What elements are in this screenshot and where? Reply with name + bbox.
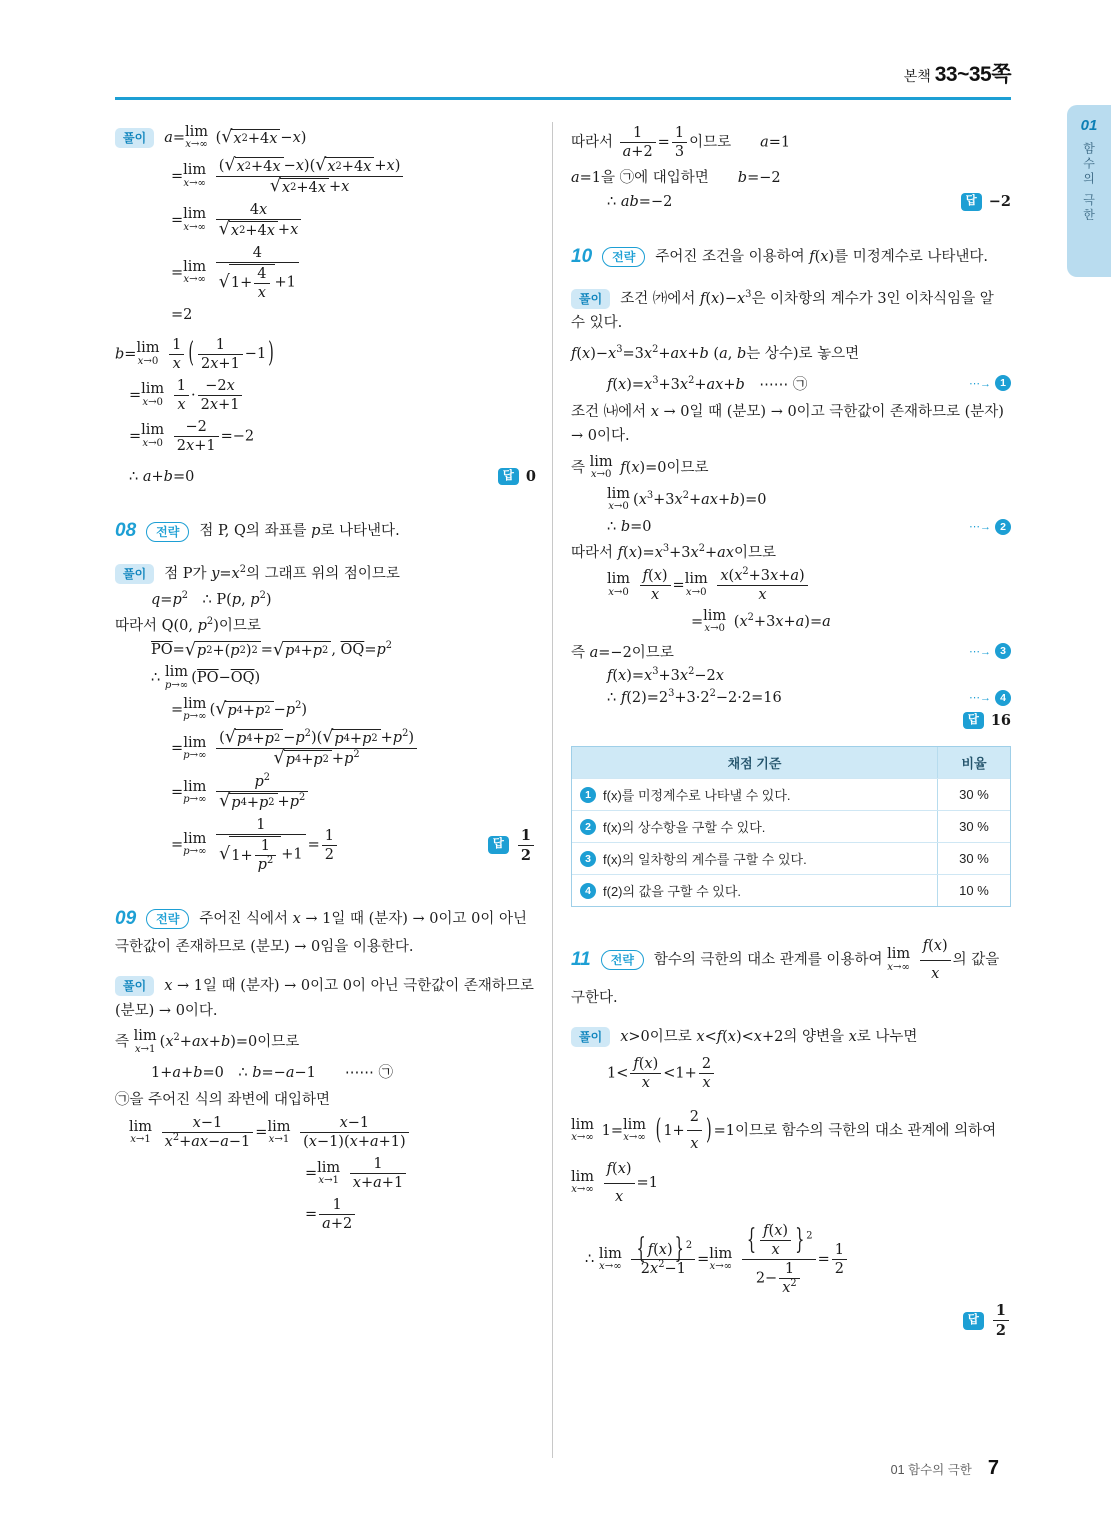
problem-number: 11: [571, 949, 591, 971]
content-line: [115, 334, 536, 375]
strategy-badge: 전략: [146, 909, 189, 929]
problem-number: 08: [115, 520, 137, 542]
line-content: = lim x→0 $\frac{-2}{2x+1}$ =−2: [129, 418, 255, 454]
content-line: [115, 1026, 536, 1058]
answer-badge: 답: [488, 836, 509, 854]
line-content: ∴ b=0: [607, 518, 652, 535]
right-column: [553, 122, 1011, 1458]
chapter-label: 함수의 극한: [1081, 142, 1096, 224]
step-marker: 4: [995, 690, 1011, 706]
line-content: 즉 a=−2이므로: [571, 644, 674, 661]
step-marker: 1: [995, 375, 1011, 391]
line-content: b= lim x→0 $\frac{1}{x}$ ( 1 2x+1 −1 ): [115, 336, 274, 372]
criteria-text: f(x)의 일차항의 계수를 구할 수 있다.: [603, 852, 807, 868]
line-content: $\overline{PO}=$ √ p 2 +( p 2 ) 2 = √ p 4 + p 2 , $\overline{OQ}=p^2$: [151, 639, 393, 660]
content-line: [571, 1102, 1011, 1213]
content-line: [571, 1053, 1011, 1094]
content-line: [115, 1153, 536, 1194]
book-page-reference: [904, 58, 1011, 88]
content-line: [115, 694, 536, 726]
content-line: [571, 516, 1011, 538]
page-footer: [891, 1457, 999, 1480]
content-line: [571, 1220, 1011, 1299]
content-line: [115, 199, 536, 242]
line-content: ∴ ab=−2: [607, 193, 673, 210]
content-line: [571, 665, 1011, 687]
grading-table-row: [572, 842, 1010, 874]
content-line: [115, 771, 536, 814]
answer-badge: 답: [498, 468, 519, 486]
content-line: [115, 611, 536, 638]
strategy-badge: 전략: [602, 247, 645, 267]
content-line: [115, 154, 536, 199]
step-marker: 4: [580, 883, 596, 899]
content-line: [115, 814, 536, 876]
grading-table-row: [572, 778, 1010, 810]
line-content: = lim p→∞ ( √ p 4 + p 2 $-p^2$)( √ p 4 + p 2 $+p^2$) √ p 4 + p 2 $+p^2$: [171, 729, 419, 768]
content-line: [115, 1085, 536, 1112]
content-line: [571, 370, 1011, 397]
header-rule: [115, 97, 1011, 100]
grading-table-row: [572, 874, 1010, 906]
line-content: = lim p→∞ $p^2$ √ p 4 + p 2 $+p^2$: [171, 774, 310, 811]
answer-value: $\frac{1}{2}$: [516, 827, 536, 864]
line-content: = $\frac{1}{a+2}$: [305, 1197, 357, 1232]
content-line: [115, 375, 536, 416]
grading-criteria-header: 채점 기준: [727, 756, 782, 772]
content-line: [115, 589, 536, 611]
line-content: 조건 ㈏에서 x → 0일 때 (분모) → 0이고 극한값이 존재하므로 (분자) → 0이다.: [571, 403, 1009, 445]
solution-start-line: [571, 1022, 1011, 1053]
line-content: a=1을 ㉠에 대입하면 b=−2: [571, 170, 781, 186]
strategy-badge: 전략: [601, 950, 644, 970]
book-ref-prefix: 본책: [903, 68, 935, 84]
line-content: = lim p→∞ 1 √ 1+ 1 $p^2$ +1 = $\frac{1}{2}$: [171, 817, 339, 873]
line-content: 따라서 $\frac{1}{a+2}$ = $\frac{1}{3}$ 이므로 a=1: [571, 125, 791, 160]
line-content: 주어진 조건을 이용하여 f(x)를 미정계수로 나타낸다.: [655, 248, 989, 265]
line-content: 즉 lim x→1 $(x^2+ax+b)=0$이므로: [115, 1028, 300, 1055]
solution-start-line: [115, 971, 539, 1026]
problem-header: [571, 238, 1011, 276]
problem-number: 09: [115, 908, 137, 930]
solution-badge: 풀이: [115, 976, 154, 996]
line-content: 즉 lim x→0 f(x)=0이므로: [571, 454, 709, 481]
content-line: [571, 484, 1011, 516]
chapter-number: 01: [1080, 117, 1098, 134]
step-marker: 2: [995, 519, 1011, 535]
line-content: 조건 ㈎에서 $f(x)-x^3$은 이차항의 계수가 3인 이차식임을 알 수 있다.: [571, 288, 999, 332]
content-line: [115, 726, 536, 771]
line-content: = lim x→∞ 4 √ 1+ 4 x +1: [171, 245, 301, 301]
criteria-text: f(x)의 상수항을 구할 수 있다.: [603, 820, 766, 836]
step-marker: 2: [580, 819, 596, 835]
content-line: [115, 465, 536, 489]
line-content: ∴ $f(2)=2^3+3\cdot 2^2-2\cdot 2=16$: [607, 687, 782, 706]
content-line: [571, 606, 1011, 638]
line-content: ㉠을 주어진 식의 좌변에 대입하면: [115, 1092, 331, 1109]
content-line: [571, 452, 1011, 484]
solution-start-line: [115, 122, 536, 154]
content-line: [115, 1194, 536, 1235]
line-content: ∴ lim x→∞ { f ( x ) } $^2$ $2x^2-1$ = lim x→∞ { f(x) x } $^2$ 2− $\frac{1}{x^2}$ = $\frac{1}{2}$: [585, 1223, 849, 1296]
solution-badge: 풀이: [571, 289, 610, 309]
ratio-value: 30 %: [937, 779, 1010, 810]
line-content: lim x→∞ 1= lim x→∞ ( 1+ 2 x ) =1이므로 함수의 극한의 대소 관계에 의하여 lim x→∞ $\frac{f(x)}{x}$ =1: [571, 1123, 1011, 1191]
answer-value: 16: [990, 711, 1011, 729]
line-content: = lim x→∞ 4x √ x 2 +4 x +x: [171, 202, 303, 239]
line-content: 점 P가 $y=x^2$의 그래프 위의 점이므로: [164, 563, 400, 582]
problem-header: [115, 512, 536, 550]
line-content: 따라서 $f(x)=x^3+3x^2+ax$이므로: [571, 542, 776, 561]
content-line: [571, 122, 1011, 163]
solution-start-line: [571, 284, 1011, 339]
line-content: 따라서 Q(0, $p^2$)이므로: [115, 616, 261, 635]
footer-chapter: 01 함수의 극한: [890, 1463, 972, 1477]
step-arrow-icon: ⋯→: [969, 645, 991, 658]
chapter-side-tab: [1067, 105, 1111, 277]
ratio-value: 30 %: [937, 811, 1010, 842]
content-line: [571, 687, 1011, 709]
content-line: [115, 242, 536, 304]
content-line: [571, 638, 1011, 665]
answer-badge: 답: [963, 1312, 984, 1330]
problem-header: [571, 931, 1011, 1014]
line-content: 1+a+b=0 ∴ b=−a−1 ⋯⋯ ㉠: [151, 1065, 393, 1082]
answer-value: $\frac{1}{2}$: [991, 1302, 1011, 1339]
content-line: [571, 339, 1011, 370]
line-content: x → 1일 때 (분자) → 0이고 0이 아닌 극한값이 존재하므로 (분모) → 0이다.: [115, 978, 539, 1019]
grading-ratio-header: 비율: [937, 747, 1010, 778]
content-line: [115, 304, 536, 326]
line-content: a= lim x→∞ ( √ x 2 +4 x −x): [164, 124, 307, 151]
line-content: ∴ a+b=0: [129, 468, 195, 485]
solution-badge: 풀이: [571, 1027, 610, 1047]
line-content: =2: [171, 306, 193, 323]
line-content: $f(x)=x^3+3x^2-2x$: [607, 665, 724, 684]
solution-badge: 풀이: [115, 564, 154, 584]
ratio-value: 10 %: [937, 875, 1010, 906]
line-content: ∴ lim p→∞ $(\overline{PO}-\overline{OQ})$: [151, 664, 261, 691]
answer-value: −2: [988, 193, 1011, 211]
content-line: [571, 538, 1011, 565]
step-arrow-icon: ⋯→: [969, 377, 991, 390]
footer-page-number: 7: [987, 1457, 999, 1479]
content-line: [571, 397, 1011, 452]
line-content: = lim x→0 $\frac{1}{x}$ · $\frac{-2x}{2x+1}$: [129, 378, 244, 413]
grading-table: [571, 746, 1011, 907]
line-content: = lim x→0 $(x^2+3x+a)=a$: [691, 607, 831, 634]
content-line: [571, 190, 1011, 214]
answer-value: 0: [525, 468, 536, 486]
line-content: lim x→0 $\frac{f(x)}{x}$ = lim x→0 $\frac{x(x^2+3x+a)}{x}$: [607, 568, 810, 603]
line-content: x>0이므로 x<f(x)<x+2의 양변을 x로 나누면: [620, 1029, 918, 1046]
content-line: [115, 416, 536, 457]
line-content: 1< $\frac{f(x)}{x}$ <1+ $\frac{2}{x}$: [607, 1056, 716, 1091]
content-line: [571, 1299, 1011, 1342]
ratio-value: 30 %: [937, 843, 1010, 874]
content-line: [571, 163, 1011, 190]
book-ref-pages: 33~35쪽: [934, 63, 1011, 86]
content-line: [115, 638, 536, 662]
solution-badge: 풀이: [115, 128, 154, 148]
problem-number: 10: [571, 245, 593, 267]
content-line: [571, 709, 1011, 733]
criteria-text: f(x)를 미정계수로 나타낼 수 있다.: [603, 788, 791, 804]
line-content: $f(x)-x^3=3x^2+ax+b$ (a, b는 상수)로 놓으면: [571, 344, 860, 363]
line-content: 점 P, Q의 좌표를 p로 나타낸다.: [199, 523, 400, 540]
grading-table-row: [572, 810, 1010, 842]
line-content: 함수의 극한의 대소 관계를 이용하여 lim x→∞ $\frac{f(x)}{x}$ 의 값을 구한다.: [571, 952, 1004, 1006]
step-marker: 3: [580, 851, 596, 867]
content-line: [115, 1112, 536, 1153]
content-line: [115, 1058, 536, 1085]
step-marker: 3: [995, 643, 1011, 659]
content-line: [115, 662, 536, 694]
line-content: lim x→1 $\frac{x-1}{x^2+ax-a-1}$ = lim x→1 $\frac{x-1}{(x-1)(x+a+1)}$: [129, 1115, 411, 1150]
line-content: 주어진 식에서 x → 1일 때 (분자) → 0이고 0이 아닌 극한값이 존재하므로 (분모) → 0임을 이용한다.: [115, 911, 532, 956]
line-content: lim x→0 $(x^3+3x^2+ax+b)=0$: [607, 485, 767, 513]
strategy-badge: 전략: [146, 522, 189, 542]
content-line: [571, 565, 1011, 606]
solution-start-line: [115, 559, 536, 590]
line-content: $q=p^2$ ∴ P(p, $p^2$): [151, 590, 272, 609]
content-columns: [115, 122, 1011, 1458]
line-content: $f(x)=x^3+3x^2+ax+b$ ⋯⋯ ㉠: [607, 374, 808, 393]
answer-badge: 답: [961, 193, 982, 211]
step-arrow-icon: ⋯→: [969, 692, 991, 705]
criteria-text: f(2)의 값을 구할 수 있다.: [603, 884, 742, 900]
line-content: = lim x→∞ ( √ x 2 +4 x −x)( √ x 2 +4 x +x) √ x 2 +4 x +x: [171, 157, 405, 196]
step-arrow-icon: ⋯→: [969, 521, 991, 534]
answer-badge: 답: [963, 712, 984, 730]
line-content: = lim p→∞ ( √ p 4 + p 2 $-p^2$): [171, 696, 307, 723]
problem-header: [115, 900, 536, 963]
left-column: [115, 122, 552, 1458]
step-marker: 1: [580, 787, 596, 803]
line-content: = lim x→1 $\frac{1}{x+a+1}$: [305, 1156, 408, 1191]
grading-table-header: [572, 747, 1010, 778]
